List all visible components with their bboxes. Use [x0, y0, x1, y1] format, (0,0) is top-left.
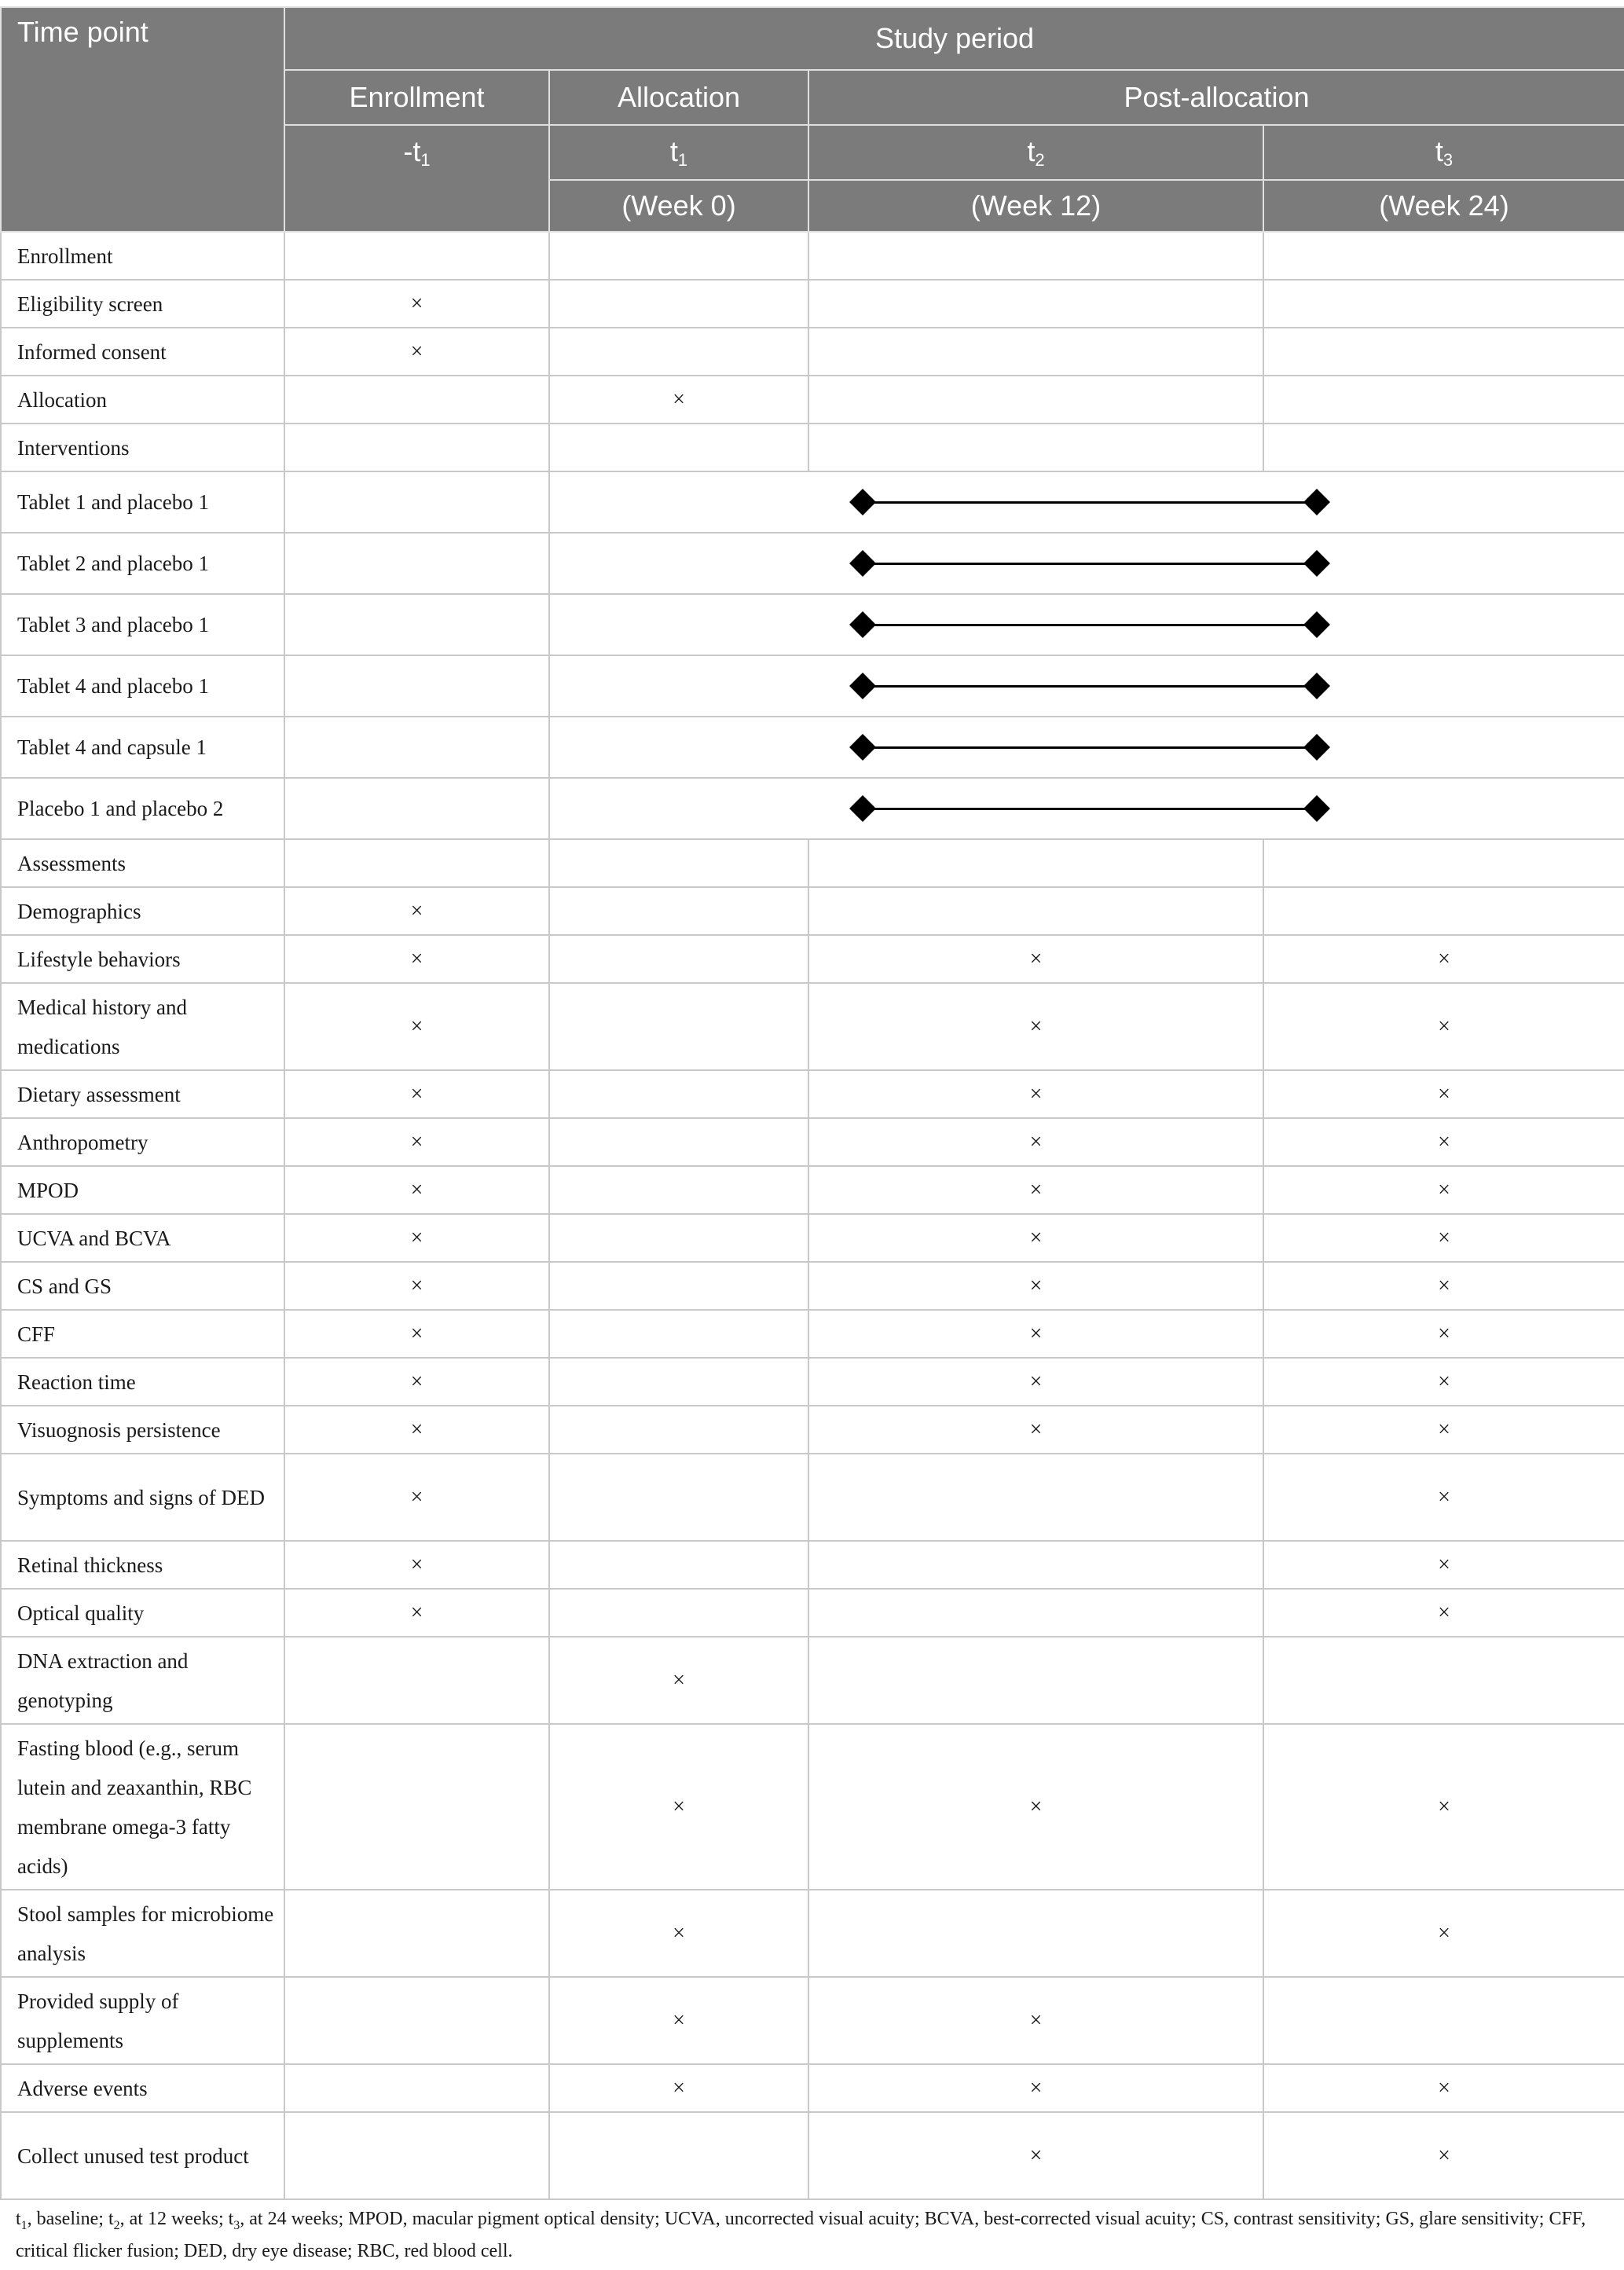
empty-cell	[549, 1310, 808, 1358]
empty-cell	[549, 1070, 808, 1118]
empty-cell	[808, 1454, 1263, 1541]
row-label: Collect unused test product	[1, 2112, 284, 2199]
schedule-mark: ×	[808, 935, 1263, 983]
timepoint-sub: 3	[1443, 149, 1454, 170]
row-label: Interventions	[1, 424, 284, 471]
schedule-mark: ×	[808, 1977, 1263, 2064]
footnote-text: , baseline; t	[27, 2209, 114, 2229]
start-diamond-icon	[849, 673, 876, 699]
row-label: MPOD	[1, 1166, 284, 1214]
end-diamond-icon	[1303, 734, 1330, 761]
header-spacer	[284, 180, 549, 232]
intervention-period-cell	[549, 594, 1624, 655]
intervention-period-cell	[549, 655, 1624, 717]
table-row-reaction-time	[1, 1358, 1624, 1406]
table-row-cff	[1, 1310, 1624, 1358]
schedule-mark: ×	[284, 983, 549, 1070]
table-row-retinal-thickness	[1, 1541, 1624, 1589]
row-label: Demographics	[1, 887, 284, 935]
schedule-mark: ×	[284, 1118, 549, 1166]
table-row-medical-history-and-medications	[1, 983, 1624, 1070]
start-diamond-icon	[849, 734, 876, 761]
empty-cell	[549, 839, 808, 887]
footnote-subscript: 1	[20, 2218, 27, 2232]
table-row-dietary-assessment	[1, 1070, 1624, 1118]
empty-cell	[1263, 376, 1624, 424]
table-row-stool-samples-for-microbiome-analysis	[1, 1890, 1624, 1977]
timepoint-sub: 1	[420, 149, 431, 170]
table-row-allocation	[1, 376, 1624, 424]
schedule-mark: ×	[284, 1541, 549, 1589]
row-label: Placebo 1 and placebo 2	[1, 778, 284, 839]
empty-cell	[808, 1589, 1263, 1637]
intervention-duration-line	[863, 624, 1317, 626]
schedule-mark: ×	[808, 1166, 1263, 1214]
footnote-text: t	[16, 2209, 21, 2229]
week-0: (Week 0)	[549, 180, 808, 232]
timepoint-base: t	[669, 134, 678, 167]
row-label: Dietary assessment	[1, 1070, 284, 1118]
row-label: Adverse events	[1, 2064, 284, 2112]
table-row-visuognosis-persistence	[1, 1406, 1624, 1454]
end-diamond-icon	[1303, 489, 1330, 515]
schedule-mark: ×	[1263, 1070, 1624, 1118]
table-row-tablet-4-and-capsule-1	[1, 717, 1624, 778]
schedule-mark: ×	[1263, 1262, 1624, 1310]
empty-cell	[284, 1724, 549, 1890]
table-header	[1, 7, 1624, 232]
schedule-mark: ×	[808, 1310, 1263, 1358]
week-24: (Week 24)	[1263, 180, 1624, 232]
schedule-mark: ×	[1263, 1214, 1624, 1262]
table-row-cs-and-gs	[1, 1262, 1624, 1310]
schedule-mark: ×	[549, 1724, 808, 1890]
empty-cell	[549, 328, 808, 376]
schedule-mark: ×	[549, 376, 808, 424]
empty-cell	[1263, 328, 1624, 376]
intervention-duration-line	[863, 746, 1317, 749]
end-diamond-icon	[1303, 611, 1330, 638]
empty-cell	[284, 1977, 549, 2064]
row-label: Tablet 4 and placebo 1	[1, 655, 284, 717]
empty-cell	[549, 232, 808, 280]
intervention-duration-line	[863, 563, 1317, 565]
schedule-mark: ×	[1263, 1454, 1624, 1541]
start-diamond-icon	[849, 611, 876, 638]
row-label: DNA extraction and genotyping	[1, 1637, 284, 1724]
table-row-tablet-4-and-placebo-1	[1, 655, 1624, 717]
empty-cell	[808, 376, 1263, 424]
row-label: Provided supply of supplements	[1, 1977, 284, 2064]
schedule-mark: ×	[808, 2112, 1263, 2199]
schedule-mark: ×	[808, 1358, 1263, 1406]
empty-cell	[549, 1454, 808, 1541]
schedule-mark: ×	[808, 1214, 1263, 1262]
schedule-mark: ×	[549, 2064, 808, 2112]
period-post-allocation: Post-allocation	[808, 70, 1624, 125]
schedule-mark: ×	[808, 1070, 1263, 1118]
empty-cell	[808, 1637, 1263, 1724]
table-row-interventions	[1, 424, 1624, 471]
empty-cell	[284, 594, 549, 655]
schedule-mark: ×	[808, 1406, 1263, 1454]
row-label: Tablet 3 and placebo 1	[1, 594, 284, 655]
footnote-subscript: 2	[113, 2218, 120, 2232]
timepoint-t2	[808, 125, 1263, 180]
empty-cell	[284, 424, 549, 471]
row-label: CFF	[1, 1310, 284, 1358]
timepoint-sub: 2	[1035, 149, 1045, 170]
schedule-mark: ×	[284, 1454, 549, 1541]
schedule-mark: ×	[1263, 2112, 1624, 2199]
schedule-mark: ×	[808, 983, 1263, 1070]
table-row-eligibility-screen	[1, 280, 1624, 328]
empty-cell	[549, 280, 808, 328]
table-row-tablet-2-and-placebo-1	[1, 533, 1624, 594]
row-label: Retinal thickness	[1, 1541, 284, 1589]
row-label: CS and GS	[1, 1262, 284, 1310]
week-12: (Week 12)	[808, 180, 1263, 232]
start-diamond-icon	[849, 795, 876, 822]
table-row-tablet-3-and-placebo-1	[1, 594, 1624, 655]
row-label: Tablet 2 and placebo 1	[1, 533, 284, 594]
schedule-mark: ×	[284, 1589, 549, 1637]
empty-cell	[284, 717, 549, 778]
empty-cell	[284, 1637, 549, 1724]
schedule-mark: ×	[284, 1070, 549, 1118]
row-label: Assessments	[1, 839, 284, 887]
table-footnote	[16, 2206, 1611, 2264]
empty-cell	[808, 280, 1263, 328]
empty-cell	[549, 1541, 808, 1589]
header-spacer	[1, 125, 284, 180]
empty-cell	[549, 1262, 808, 1310]
schedule-mark: ×	[1263, 1724, 1624, 1890]
row-label: Symptoms and signs of DED	[1, 1454, 284, 1541]
empty-cell	[284, 232, 549, 280]
schedule-mark: ×	[284, 1214, 549, 1262]
schedule-mark: ×	[1263, 1310, 1624, 1358]
empty-cell	[549, 935, 808, 983]
schedule-mark: ×	[1263, 1118, 1624, 1166]
study-period-header: Study period	[284, 7, 1624, 70]
row-label: UCVA and BCVA	[1, 1214, 284, 1262]
intervention-duration-line	[863, 808, 1317, 810]
empty-cell	[1263, 424, 1624, 471]
schedule-mark: ×	[284, 280, 549, 328]
row-label: Tablet 4 and capsule 1	[1, 717, 284, 778]
empty-cell	[808, 232, 1263, 280]
empty-cell	[549, 1118, 808, 1166]
intervention-duration-line	[863, 501, 1317, 504]
row-label: Reaction time	[1, 1358, 284, 1406]
schedule-mark: ×	[1263, 935, 1624, 983]
empty-cell	[284, 471, 549, 533]
table-row-tablet-1-and-placebo-1	[1, 471, 1624, 533]
schedule-mark: ×	[284, 328, 549, 376]
empty-cell	[284, 2112, 549, 2199]
empty-cell	[284, 655, 549, 717]
empty-cell	[284, 839, 549, 887]
schedule-mark: ×	[808, 1724, 1263, 1890]
row-label: Tablet 1 and placebo 1	[1, 471, 284, 533]
empty-cell	[284, 2064, 549, 2112]
table-row-informed-consent	[1, 328, 1624, 376]
schedule-mark: ×	[1263, 1589, 1624, 1637]
schedule-mark: ×	[1263, 983, 1624, 1070]
schedule-mark: ×	[1263, 1166, 1624, 1214]
empty-cell	[1263, 1637, 1624, 1724]
table-row-fasting-blood-e-g-serum-lutein-and-zeaxanthin-rbc-membrane-omega-3-fatty-acids	[1, 1724, 1624, 1890]
table-body	[1, 232, 1624, 2199]
footnote-text: , at 24 weeks; MPOD, macular pigment optical density; UCVA, uncorrected visual acuity; BCVA, best-corrected visual acuity; CS, contrast sensitivity; GS, glare sensitivity; CFF, critical flicker fusion; DED, dry eye disease; RBC, red blood cell.	[16, 2209, 1586, 2261]
empty-cell	[549, 424, 808, 471]
schedule-mark: ×	[284, 935, 549, 983]
table-row-lifestyle-behaviors	[1, 935, 1624, 983]
schedule-mark: ×	[1263, 2064, 1624, 2112]
footnote-text: , at 12 weeks; t	[119, 2209, 234, 2229]
empty-cell	[549, 1406, 808, 1454]
timepoint-minus-t1	[284, 125, 549, 180]
intervention-duration-line	[863, 685, 1317, 688]
time-point-header: Time point	[1, 7, 284, 70]
timepoint-t1	[549, 125, 808, 180]
row-label: Lifestyle behaviors	[1, 935, 284, 983]
empty-cell	[549, 1166, 808, 1214]
table-row-assessments	[1, 839, 1624, 887]
empty-cell	[549, 887, 808, 935]
schedule-mark: ×	[808, 2064, 1263, 2112]
end-diamond-icon	[1303, 550, 1330, 577]
header-spacer	[1, 180, 284, 232]
empty-cell	[549, 1214, 808, 1262]
empty-cell	[808, 424, 1263, 471]
end-diamond-icon	[1303, 673, 1330, 699]
row-label: Enrollment	[1, 232, 284, 280]
empty-cell	[284, 1890, 549, 1977]
table-row-anthropometry	[1, 1118, 1624, 1166]
row-label: Stool samples for microbiome analysis	[1, 1890, 284, 1977]
timepoint-base: t	[1435, 134, 1443, 167]
row-label: Visuognosis persistence	[1, 1406, 284, 1454]
schedule-mark: ×	[1263, 1358, 1624, 1406]
table-row-optical-quality	[1, 1589, 1624, 1637]
intervention-period-cell	[549, 471, 1624, 533]
table-row-placebo-1-and-placebo-2	[1, 778, 1624, 839]
empty-cell	[808, 887, 1263, 935]
empty-cell	[284, 533, 549, 594]
empty-cell	[1263, 1977, 1624, 2064]
row-label: Fasting blood (e.g., serum lutein and zeaxanthin, RBC membrane omega-3 fatty acids)	[1, 1724, 284, 1890]
table-row-ucva-and-bcva	[1, 1214, 1624, 1262]
end-diamond-icon	[1303, 795, 1330, 822]
table-row-enrollment	[1, 232, 1624, 280]
table-row-collect-unused-test-product	[1, 2112, 1624, 2199]
row-label: Medical history and medications	[1, 983, 284, 1070]
schedule-mark: ×	[549, 1977, 808, 2064]
start-diamond-icon	[849, 489, 876, 515]
spirit-schedule-table	[0, 6, 1624, 2200]
empty-cell	[549, 2112, 808, 2199]
header-spacer	[1, 70, 284, 125]
period-enrollment: Enrollment	[284, 70, 549, 125]
table-row-symptoms-and-signs-of-ded	[1, 1454, 1624, 1541]
schedule-mark: ×	[284, 1358, 549, 1406]
schedule-mark: ×	[284, 1406, 549, 1454]
row-label: Allocation	[1, 376, 284, 424]
intervention-period-cell	[549, 717, 1624, 778]
intervention-period-cell	[549, 533, 1624, 594]
timepoint-t3	[1263, 125, 1624, 180]
empty-cell	[284, 376, 549, 424]
row-label: Eligibility screen	[1, 280, 284, 328]
table-row-demographics	[1, 887, 1624, 935]
table-row-adverse-events	[1, 2064, 1624, 2112]
empty-cell	[549, 983, 808, 1070]
table-row-dna-extraction-and-genotyping	[1, 1637, 1624, 1724]
empty-cell	[549, 1358, 808, 1406]
empty-cell	[808, 328, 1263, 376]
table-row-provided-supply-of-supplements	[1, 1977, 1624, 2064]
empty-cell	[284, 778, 549, 839]
empty-cell	[549, 1589, 808, 1637]
schedule-mark: ×	[284, 1166, 549, 1214]
period-allocation: Allocation	[549, 70, 808, 125]
timepoint-base: t	[1027, 134, 1036, 167]
empty-cell	[1263, 280, 1624, 328]
schedule-mark: ×	[808, 1118, 1263, 1166]
schedule-mark: ×	[284, 1310, 549, 1358]
table-row-mpod	[1, 1166, 1624, 1214]
empty-cell	[1263, 232, 1624, 280]
schedule-mark: ×	[284, 887, 549, 935]
schedule-mark: ×	[284, 1262, 549, 1310]
row-label: Anthropometry	[1, 1118, 284, 1166]
empty-cell	[1263, 839, 1624, 887]
empty-cell	[808, 1890, 1263, 1977]
row-label: Informed consent	[1, 328, 284, 376]
schedule-mark: ×	[1263, 1406, 1624, 1454]
empty-cell	[808, 1541, 1263, 1589]
footnote-subscript: 3	[233, 2218, 240, 2232]
empty-cell	[808, 839, 1263, 887]
timepoint-base: -t	[403, 134, 421, 167]
schedule-mark: ×	[549, 1637, 808, 1724]
intervention-period-cell	[549, 778, 1624, 839]
schedule-mark: ×	[808, 1262, 1263, 1310]
timepoint-sub: 1	[677, 149, 688, 170]
schedule-mark: ×	[549, 1890, 808, 1977]
schedule-mark: ×	[1263, 1890, 1624, 1977]
empty-cell	[1263, 887, 1624, 935]
row-label: Optical quality	[1, 1589, 284, 1637]
start-diamond-icon	[849, 550, 876, 577]
schedule-mark: ×	[1263, 1541, 1624, 1589]
